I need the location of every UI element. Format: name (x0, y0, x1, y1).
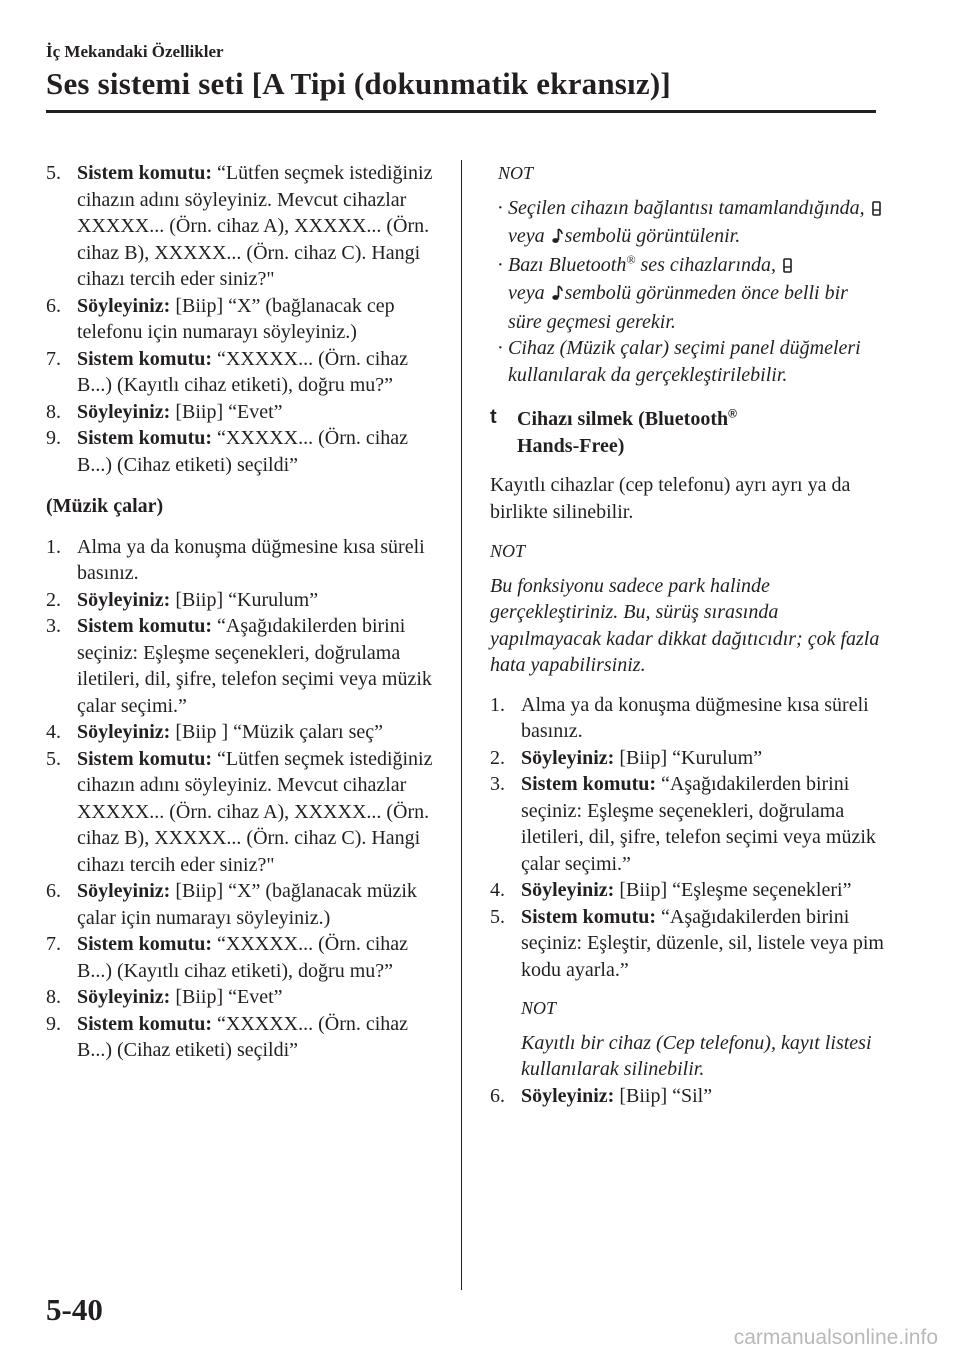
page-title: Ses sistemi seti [A Tipi (dokunmatik ekransız)] (46, 66, 671, 101)
note-text: Kayıtlı bir cihaz (Cep telefonu), kayıt listesi kullanılarak silinebilir. (521, 1031, 872, 1080)
note-label: NOT (521, 998, 557, 1018)
step-item (490, 1083, 885, 1110)
step-text: [Biip] “Sil” (614, 1084, 713, 1107)
right-column (490, 160, 885, 1109)
heading-text: Hands-Free) (517, 435, 625, 457)
step-label: Sistem komutu: (521, 905, 657, 928)
step-text: “Aşağıdakilerden birini seçiniz: Eşleştir, düzenle, sil, listele veya pim kodu ayarla.” (521, 905, 884, 981)
note-label: NOT (490, 541, 526, 561)
step-text: [Biip] “Kurulum” (614, 746, 763, 769)
step-label: Sistem komutu: (77, 427, 213, 449)
step-text: [Biip] “Kurulum” (170, 588, 319, 611)
note-text: Bu fonksiyonu sadece park halinde gerçekleştiriniz. Bu, sürüş sırasında yapılmayacak kadar dikkat dağıtıcıdır; çok fazla hata yapabilirsiniz. (490, 574, 880, 676)
bullet-text: Seçilen cihazın bağlantısı tamamlandığında, (508, 196, 865, 219)
note-bullet (490, 195, 885, 252)
step-item (46, 719, 446, 746)
step-label: Sistem komutu: (77, 747, 213, 770)
registered-mark: ® (728, 406, 737, 421)
bullet-text: sembolü görüntülenir. (564, 225, 741, 247)
bullet-text: Cihaz (Müzik çalar) seçimi panel düğmeleri kullanılarak da gerçekleştirilebilir. (508, 337, 861, 386)
step-item (490, 692, 885, 745)
step-number: 5. (490, 905, 505, 928)
step-number: 3. (490, 773, 505, 795)
music-note-icon (552, 282, 563, 309)
step-text: [Biip] “Eşleşme seçenekleri” (614, 879, 852, 901)
step-number: 7. (46, 347, 61, 370)
step-text: [Biip] “Evet” (170, 400, 283, 423)
step-label: Söyleyiniz: (521, 1084, 615, 1107)
step-item (46, 293, 446, 346)
bullet-text: ses cihazlarında, (635, 253, 777, 276)
step-label: Söyleyiniz: (77, 880, 171, 902)
step-item (490, 771, 885, 877)
step-text: “Lütfen seçmek istediğiniz cihazın adını söyleyiniz. Mevcut cihazlar XXXXX... (Örn. cihaz A), XXXXX... (Örn. cihaz B), XXXXX... (Örn. cihaz C). Hangi cihazı tercih eder siniz?" (77, 747, 433, 876)
step-item (490, 904, 885, 984)
step-text: “Lütfen seçmek istediğiniz cihazın adını söyleyiniz. Mevcut cihazlar XXXXX... (Örn. cihaz A), XXXXX... (Örn. cihaz B), XXXXX... (Örn. cihaz C). Hangi cihazı tercih eder siniz?" (77, 162, 433, 290)
inline-note (521, 995, 885, 1083)
bullet-dot: · (497, 253, 504, 276)
step-text: [Biip] “X” (bağlanacak müzik çalar için numarayı söyleyiniz.) (77, 880, 417, 929)
step-text: Alma ya da konuşma düğmesine kısa süreli basınız. (77, 535, 425, 584)
column-divider (461, 160, 462, 1290)
step-item (46, 587, 446, 614)
step-label: Sistem komutu: (521, 773, 657, 795)
step-text: [Biip ] “Müzik çaları seç” (170, 721, 384, 743)
step-item (46, 878, 446, 931)
step-label: Sistem komutu: (77, 1012, 213, 1035)
step-text: “Aşağıdakilerden birini seçiniz: Eşleşme seçenekleri, doğrulama iletileri, dil, şifre, telefon seçimi veya müzik çalar seçimi.” (77, 615, 432, 717)
step-text: “XXXXX... (Örn. cihaz B...) (Cihaz etiketi) seçildi” (77, 1012, 409, 1061)
step-number: 2. (46, 588, 61, 611)
intro-paragraph: Kayıtlı cihazlar (cep telefonu) ayrı ayrı ya da birlikte silinebilir. (490, 474, 851, 523)
bullet-text: Bazı Bluetooth (508, 253, 627, 276)
step-number: 3. (46, 615, 61, 637)
step-item (46, 425, 446, 478)
page-number: 5-40 (46, 1292, 103, 1327)
step-text: “Aşağıdakilerden birini seçiniz: Eşleşme seçenekleri, doğrulama iletileri, dil, şifre, telefon seçimi veya müzik çalar seçimi.” (521, 773, 876, 875)
step-item (46, 346, 446, 399)
step-label: Söyleyiniz: (521, 746, 615, 769)
step-label: Söyleyiniz: (77, 721, 171, 743)
step-number: 4. (490, 879, 505, 901)
step-item (490, 877, 885, 904)
step-item (46, 534, 446, 587)
phone-icon (783, 254, 792, 281)
step-number: 5. (46, 162, 61, 184)
section-heading-delete-device (490, 406, 885, 460)
step-number: 5. (46, 747, 61, 770)
step-label: Söyleyiniz: (77, 400, 171, 423)
step-label: Söyleyiniz: (77, 588, 171, 611)
bullet-text: sembolü görünmeden önce belli bir süre geçmesi gerekir. (508, 282, 848, 333)
step-item (46, 613, 446, 719)
step-item (490, 745, 885, 772)
step-number: 1. (46, 535, 61, 558)
step-number: 7. (46, 933, 61, 955)
step-text: “XXXXX... (Örn. cihaz B...) (Kayıtlı cihaz etiketi), doğru mu?” (77, 933, 409, 982)
step-text: Alma ya da konuşma düğmesine kısa süreli basınız. (521, 693, 869, 742)
step-label: Söyleyiniz: (77, 294, 171, 317)
bullet-text: veya (508, 282, 545, 304)
note-label: NOT (498, 163, 534, 183)
steps-list-music (46, 534, 446, 1064)
bullet-dot: · (497, 337, 504, 359)
registered-mark: ® (626, 251, 636, 266)
step-label: Söyleyiniz: (77, 986, 171, 1008)
step-number: 6. (46, 880, 61, 902)
step-text: “XXXXX... (Örn. cihaz B...) (Cihaz etiketi) seçildi” (77, 427, 409, 476)
music-note-icon (552, 225, 563, 252)
step-number: 6. (490, 1084, 505, 1107)
step-number: 2. (490, 746, 505, 769)
left-column (46, 160, 446, 1064)
note-bullet (490, 252, 885, 336)
step-item (46, 746, 446, 879)
phone-icon (872, 197, 881, 224)
step-number: 9. (46, 1012, 61, 1035)
step-number: 9. (46, 427, 61, 449)
step-label: Sistem komutu: (77, 347, 213, 370)
note-bullet (490, 335, 885, 388)
step-text: [Biip] “Evet” (170, 986, 283, 1008)
step-number: 4. (46, 721, 61, 743)
step-number: 1. (490, 693, 505, 716)
bullet-dot: · (497, 196, 504, 219)
step-item (46, 1011, 446, 1064)
steps-list-phone (46, 160, 446, 478)
section-label: İç Mekandaki Özellikler (46, 42, 224, 61)
step-label: Sistem komutu: (77, 933, 213, 955)
bullet-text: veya (508, 225, 545, 247)
title-rule (46, 110, 876, 113)
step-number: 8. (46, 400, 61, 423)
heading-marker: t (490, 406, 497, 428)
step-item (46, 931, 446, 984)
step-text: “XXXXX... (Örn. cihaz B...) (Kayıtlı cihaz etiketi), doğru mu?” (77, 347, 409, 396)
watermark: carmanualsonline.info (733, 1326, 938, 1349)
step-label: Sistem komutu: (77, 615, 213, 637)
step-number: 8. (46, 986, 61, 1008)
heading-text: Cihazı silmek (Bluetooth (517, 408, 729, 430)
step-label: Söyleyiniz: (521, 879, 615, 901)
step-label: Sistem komutu: (77, 162, 213, 184)
step-item (46, 984, 446, 1011)
step-item (46, 160, 446, 293)
step-number: 6. (46, 294, 61, 317)
step-item (46, 399, 446, 426)
step-text: [Biip] “X” (bağlanacak cep telefonu için numarayı söyleyiniz.) (77, 294, 395, 343)
steps-list-delete (490, 692, 885, 984)
subhead-music-player: (Müzik çalar) (46, 495, 164, 517)
